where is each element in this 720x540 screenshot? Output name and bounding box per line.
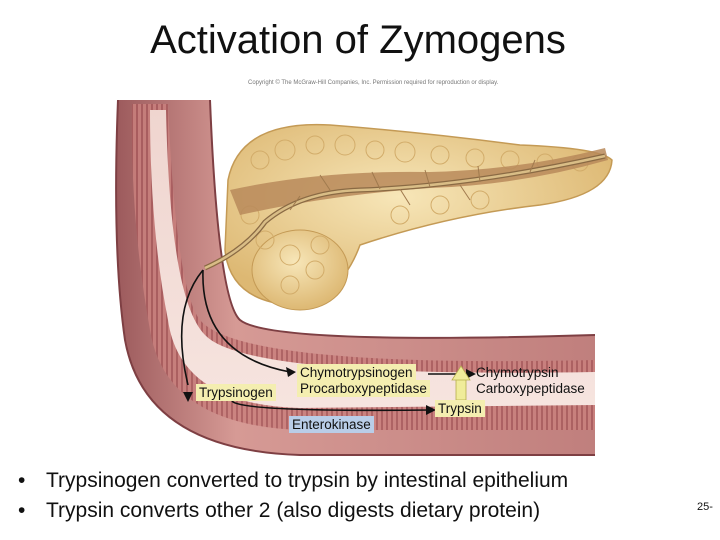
pancreas — [205, 125, 612, 310]
slide-title: Activation of Zymogens — [150, 18, 566, 62]
label-chymotrypsin: Chymotrypsin — [476, 365, 559, 380]
copyright-notice: Copyright © The McGraw-Hill Companies, Inc. Permission required for reproduction or display. — [248, 80, 499, 86]
label-chymotrypsinogen: Chymotrypsinogen — [297, 364, 416, 381]
label-enterokinase: Enterokinase — [289, 416, 374, 433]
bullet-list — [18, 466, 568, 526]
bullet-item: • Trypsinogen converted to trypsin by intestinal epithelium — [18, 466, 568, 496]
label-carboxypeptidase: Carboxypeptidase — [476, 381, 585, 396]
label-trypsin: Trypsin — [435, 400, 485, 417]
label-trypsinogen: Trypsinogen — [196, 384, 276, 401]
slide-number: 25- — [697, 501, 713, 513]
bullet-item: • Trypsin converts other 2 (also digests dietary protein) — [18, 496, 568, 526]
digestive-diagram — [0, 88, 720, 458]
label-procarboxypeptidase: Procarboxypeptidase — [297, 380, 430, 397]
